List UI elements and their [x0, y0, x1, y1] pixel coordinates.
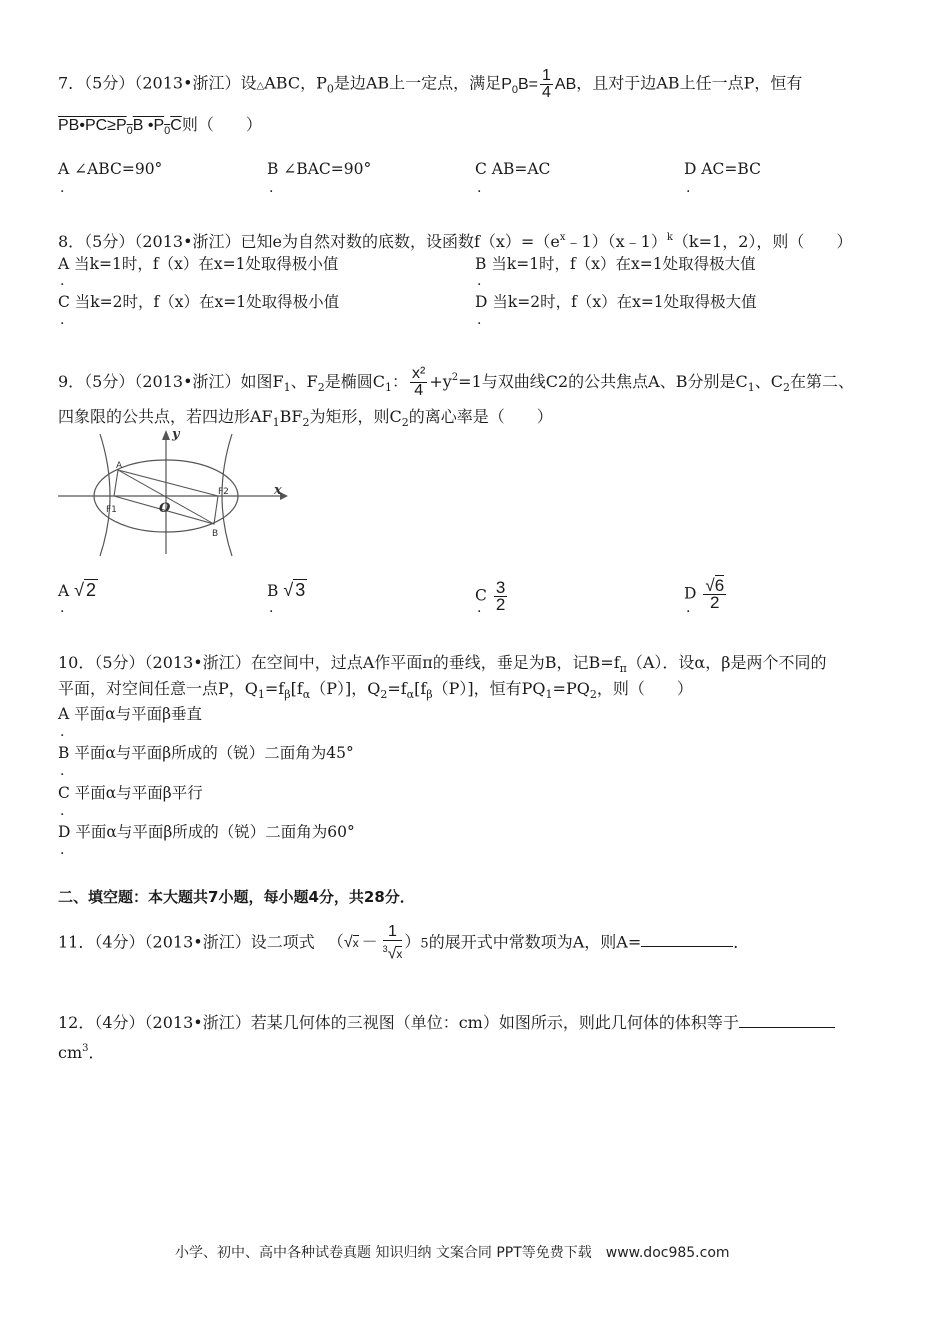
option-dot: . — [60, 312, 65, 328]
option-dot: . — [477, 180, 482, 196]
hyperbola-left-branch — [100, 434, 110, 556]
option-dot: . — [477, 273, 482, 289]
binomial-expression: （√x － $\frac{1}{^3√x}$ ） — [327, 923, 421, 963]
question-12-line-1: 12．（4分）（2013•浙江）若某几何体的三视图（单位：cm）如图所示，则此几何体的体积等于 — [58, 1012, 835, 1034]
option-dot: . — [60, 724, 65, 740]
q7-option-d[interactable]: D AC=BC — [684, 160, 761, 178]
label-a: A — [116, 461, 123, 471]
option-dot: . — [686, 600, 691, 616]
q7-option-a[interactable]: A ∠ABC=90° — [58, 160, 163, 178]
page-footer: 小学、初中、高中各种试卷真题 知识归纳 文案合同 PPT等免费下载 www.doc985.com — [175, 1245, 730, 1261]
ellipse-hyperbola-figure — [58, 428, 290, 558]
label-y: y — [172, 428, 180, 442]
question-10-line-2: 平面，对空间任意一点P，$Q_1=f_\beta[f_\alpha(P)]$，$Q_2=f_\alpha[f_\beta(P)]$，恒有$PQ_1=PQ_2$，则（ ） — [58, 679, 693, 701]
label-x: x — [274, 483, 282, 498]
q10-option-a[interactable]: A 平面α与平面β垂直 — [58, 705, 203, 723]
q9-option-b[interactable]: B √ 3 — [267, 580, 306, 600]
q9-option-a[interactable]: A √ 2 — [58, 580, 97, 600]
q10-option-b[interactable]: B 平面α与平面β所成的（锐）二面角为45° — [58, 744, 354, 762]
q10-option-d[interactable]: D 平面α与平面β所成的（锐）二面角为60° — [58, 823, 355, 841]
y-axis-arrow — [162, 430, 170, 440]
quarter-fraction: $\frac{1}{4}$ — [542, 67, 551, 101]
label-f1: F1 — [106, 505, 117, 515]
answer-blank-11[interactable] — [641, 932, 733, 947]
q7-option-b[interactable]: B ∠BAC=90° — [267, 160, 372, 178]
option-dot: . — [269, 600, 274, 616]
option-dot: . — [60, 273, 65, 289]
q9-option-c[interactable]: C $\frac{3}{2}$ — [475, 578, 506, 614]
section-2-heading: 二、填空题：本大题共7小题，每小题4分，共28分． — [58, 888, 415, 906]
option-dot: . — [60, 842, 65, 858]
vector-inequality: $PB•PC\ge P_0B$ $•P_0C$ — [58, 117, 182, 137]
ellipse-fraction: $\frac{\text{x²}}{4}$ — [412, 365, 426, 399]
option-dot: . — [477, 312, 482, 328]
option-dot: . — [269, 180, 274, 196]
option-dot: . — [477, 600, 482, 616]
question-9-line-1: 9．（5分）（2013•浙江）如图$F_1$、$F_2$是椭圆$C_1$： $\frac{\text{x²}}{4}$ $+y^2=1$与双曲线C2的公共焦点A、B分别是$C_1$、$C_2$在第二、 — [58, 365, 854, 399]
q8-option-a[interactable]: A 当k=1时，f（x）在x=1处取得极小值 — [58, 255, 339, 273]
question-12-line-2: $cm^3$． — [58, 1043, 105, 1062]
question-7-line-2: $PB•PC\ge P_0B$ $•P_0C$则（ ） — [58, 115, 262, 137]
question-11: 11．（4分）（2013•浙江）设二项式 （√x － $\frac{1}{^3√x}$ ）5的展开式中常数项为A，则A= ． — [58, 923, 750, 963]
option-dot: . — [60, 803, 65, 819]
question-7-line-1: 7．（5分）（2013•浙江）设△ABC，$P_0$是边AB上一定点，满足$P_0B=$ $\frac{1}{4}$ AB，且对于边AB上任一点P，恒有 — [58, 67, 803, 101]
label-b: B — [212, 529, 219, 539]
label-f2: F2 — [218, 487, 229, 497]
option-dot: . — [686, 180, 691, 196]
q9-option-d[interactable]: D $\frac{√6}{2}$ — [684, 576, 725, 612]
answer-blank-12[interactable] — [739, 1013, 835, 1028]
question-10-line-1: 10．（5分）（2013•浙江）在空间中，过点A作平面π的垂线，垂足为B，记$B=f_\pi(A)$．设α，β是两个不同的 — [58, 653, 827, 675]
q8-option-b[interactable]: B 当k=1时，f（x）在x=1处取得极大值 — [475, 255, 756, 273]
question-9-line-2: 四象限的公共点，若四边形$AF_1BF_2$为矩形，则$C_2$的离心率是（ ） — [58, 407, 553, 429]
p0b-vector: $P_0B=$ $\frac{1}{4}$ AB — [501, 67, 577, 101]
q7-option-c[interactable]: C AB=AC — [475, 160, 551, 178]
q10-option-c[interactable]: C 平面α与平面β平行 — [58, 784, 203, 802]
option-dot: . — [60, 180, 65, 196]
option-dot: . — [60, 763, 65, 779]
question-8-stem: 8．（5分）（2013•浙江）已知e为自然对数的底数，设函数$f(x)=(e^x﹣1)(x﹣1)^k(k=1$，2），则（ ） — [58, 232, 853, 251]
label-o: O — [159, 501, 171, 516]
q8-option-d[interactable]: D 当k=2时，f（x）在x=1处取得极大值 — [475, 293, 757, 311]
q8-option-c[interactable]: C 当k=2时，f（x）在x=1处取得极小值 — [58, 293, 340, 311]
option-dot: . — [60, 600, 65, 616]
